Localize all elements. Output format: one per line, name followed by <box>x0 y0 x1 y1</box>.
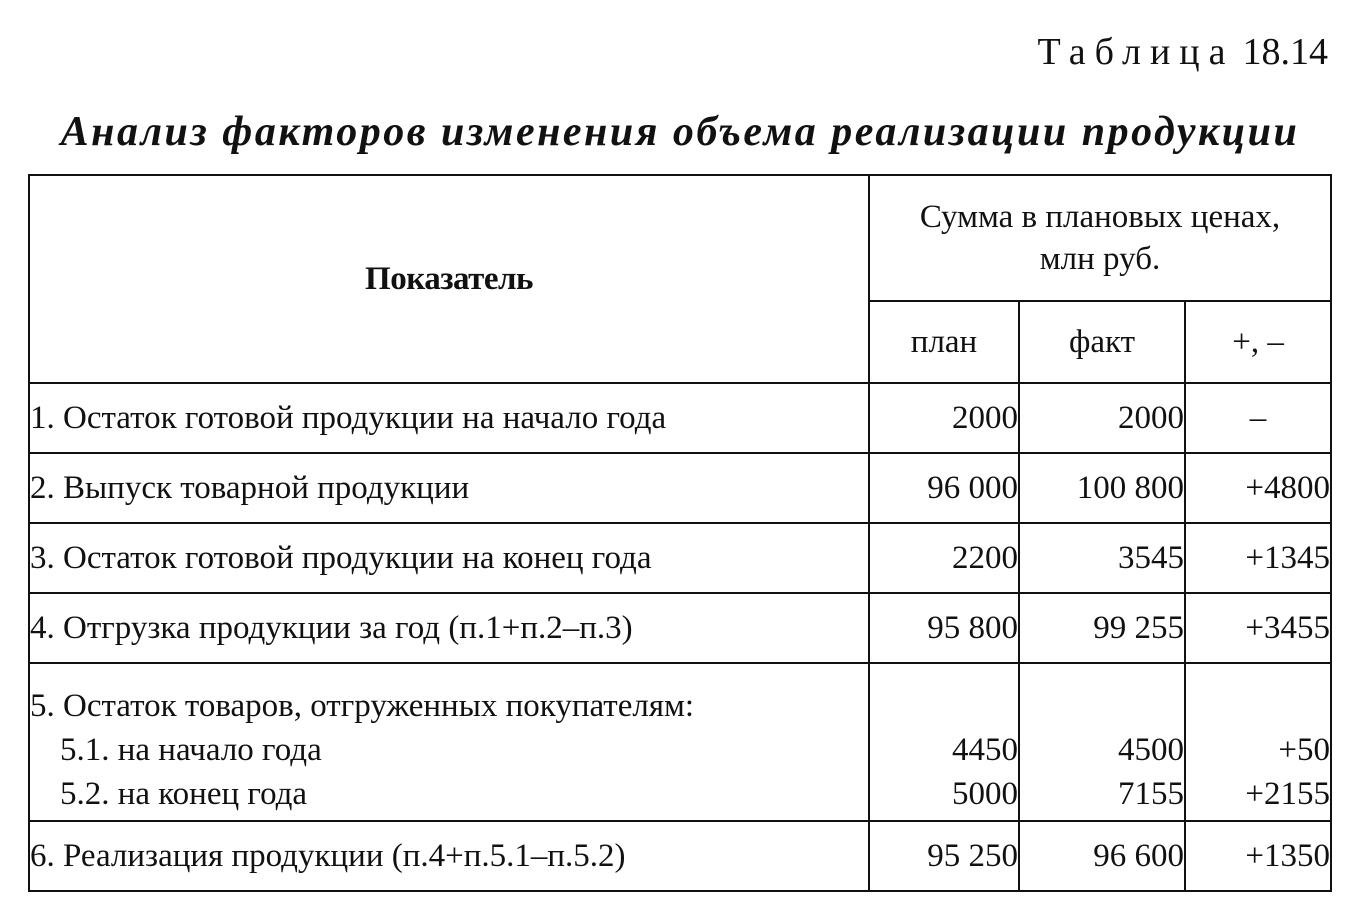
plan-header: план <box>869 301 1019 383</box>
table-row-grouped <box>29 663 1331 821</box>
diff-value: +2155 <box>1245 776 1331 812</box>
diff-value: +1350 <box>1185 821 1331 891</box>
table-row <box>29 453 1331 523</box>
row-name: 2. Выпуск товарной продукции <box>29 453 869 523</box>
subrow-name: 5.1. на начало года <box>60 732 322 768</box>
sum-header <box>869 175 1331 301</box>
row-name-group <box>29 663 869 821</box>
fact-value: 7155 <box>1118 776 1184 812</box>
row-name: 3. Остаток готовой продукции на конец года <box>29 523 869 593</box>
table-label <box>1037 30 1328 74</box>
plan-value: 95 250 <box>869 821 1019 891</box>
fact-value: 3545 <box>1019 523 1185 593</box>
sum-header-line2: млн руб. <box>1039 241 1161 277</box>
fact-value: 99 255 <box>1019 593 1185 663</box>
plan-value: 95 800 <box>869 593 1019 663</box>
fact-value: 2000 <box>1019 383 1185 453</box>
plan-value: 2200 <box>869 523 1019 593</box>
fact-value: 4500 <box>1118 732 1184 768</box>
table-number: 18.14 <box>1242 31 1328 73</box>
diff-value: +1345 <box>1185 523 1331 593</box>
row-name: 1. Остаток готовой продукции на начало года <box>29 383 869 453</box>
plan-value: 4450 <box>952 732 1018 768</box>
diff-value: – <box>1185 383 1331 453</box>
factor-analysis-table <box>28 174 1332 892</box>
row-name: 4. Отгрузка продукции за год (п.1+п.2–п.3) <box>29 593 869 663</box>
fact-value: 96 600 <box>1019 821 1185 891</box>
diff-value: +3455 <box>1185 593 1331 663</box>
diff-value: +4800 <box>1185 453 1331 523</box>
indicator-header: Показатель <box>29 175 869 383</box>
plan-value: 2000 <box>869 383 1019 453</box>
diff-header: +, – <box>1185 301 1331 383</box>
subrow-name: 5.2. на конец года <box>60 776 308 812</box>
diff-values <box>1185 663 1331 821</box>
table-row <box>29 383 1331 453</box>
diff-value: +50 <box>1278 732 1331 768</box>
group-title: 5. Остаток товаров, отгруженных покупателям: <box>30 688 695 724</box>
table-row <box>29 593 1331 663</box>
page-title: Анализ факторов изменения объема реализации продукции <box>60 109 1300 155</box>
sum-header-line1: Сумма в плановых ценах, <box>919 199 1281 235</box>
table-row <box>29 523 1331 593</box>
row-name: 6. Реализация продукции (п.4+п.5.1–п.5.2) <box>29 821 869 891</box>
fact-header: факт <box>1019 301 1185 383</box>
table-label-word: Таблица <box>1037 31 1235 73</box>
plan-value: 5000 <box>952 776 1018 812</box>
plan-value: 96 000 <box>869 453 1019 523</box>
table-row <box>29 821 1331 891</box>
header-row-1 <box>29 175 1331 301</box>
fact-values <box>1019 663 1185 821</box>
plan-values <box>869 663 1019 821</box>
fact-value: 100 800 <box>1019 453 1185 523</box>
